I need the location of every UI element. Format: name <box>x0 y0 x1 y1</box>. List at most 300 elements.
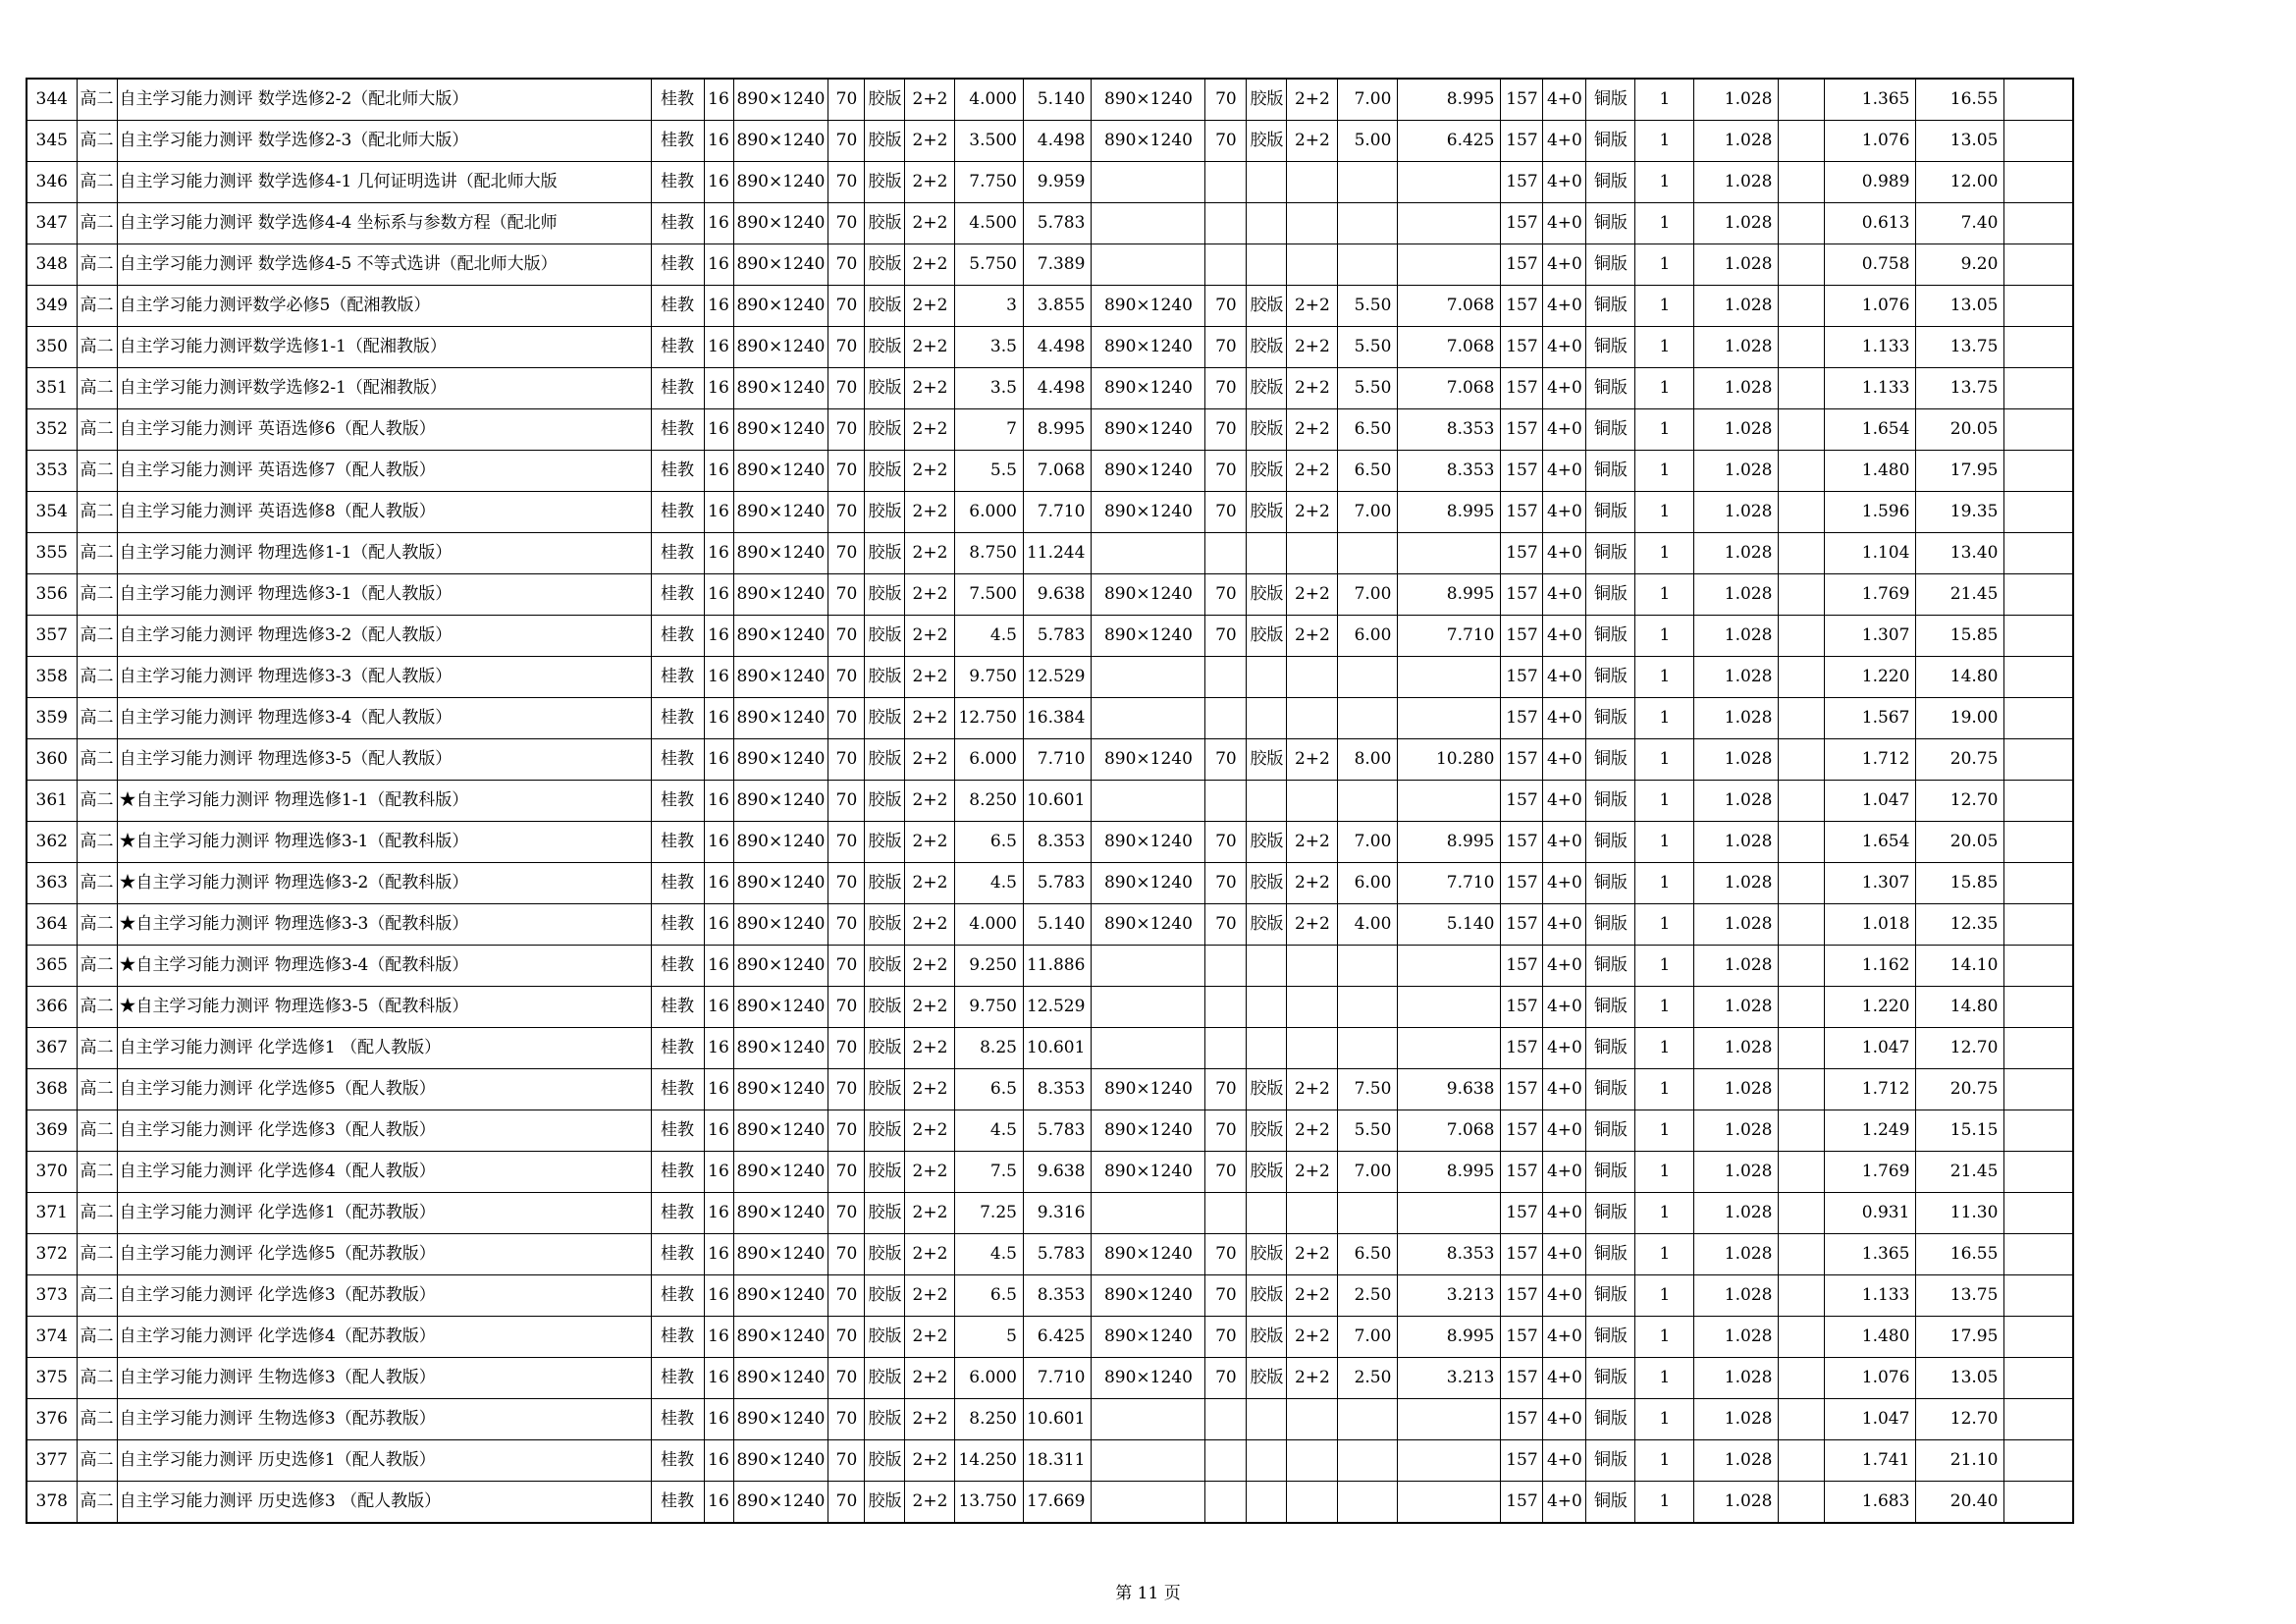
table-cell <box>2004 368 2073 409</box>
table-cell: 14.250 <box>955 1440 1023 1482</box>
table-cell <box>2004 1358 2073 1399</box>
table-cell: 铜版 <box>1586 1152 1635 1193</box>
table-cell: 16.384 <box>1023 698 1091 739</box>
table-cell: 高二 <box>77 451 117 492</box>
table-cell: 16 <box>704 1317 733 1358</box>
table-cell: 2+2 <box>1287 121 1338 162</box>
table-cell: 6.50 <box>1338 1234 1398 1275</box>
table-cell: 13.05 <box>1916 286 2004 327</box>
table-cell <box>1338 1440 1398 1482</box>
table-cell <box>2004 1234 2073 1275</box>
table-cell: 4+0 <box>1543 203 1586 244</box>
table-cell: 890×1240 <box>733 451 828 492</box>
table-cell <box>1779 1193 1825 1234</box>
table-cell: 70 <box>1205 863 1247 904</box>
table-cell: 70 <box>1205 327 1247 368</box>
table-cell: 桂教 <box>651 1152 704 1193</box>
table-cell: 2+2 <box>1287 739 1338 781</box>
table-cell: 4.5 <box>955 1110 1023 1152</box>
table-cell: 8.353 <box>1398 451 1501 492</box>
table-cell: 890×1240 <box>733 904 828 946</box>
table-cell: 4+0 <box>1543 1399 1586 1440</box>
table-row <box>27 1028 2073 1069</box>
table-cell: 1.047 <box>1825 1399 1916 1440</box>
table-cell: 胶版 <box>1247 616 1287 657</box>
table-cell: 铜版 <box>1586 822 1635 863</box>
table-cell: 890×1240 <box>1092 451 1205 492</box>
table-cell: 890×1240 <box>733 327 828 368</box>
table-cell <box>1247 1440 1287 1482</box>
table-cell: 2+2 <box>905 1152 955 1193</box>
table-cell: 1.028 <box>1694 409 1779 451</box>
table-cell: 桂教 <box>651 822 704 863</box>
table-cell: 1.028 <box>1694 244 1779 286</box>
table-cell: 高二 <box>77 1399 117 1440</box>
table-cell: 4+0 <box>1543 368 1586 409</box>
table-cell: 70 <box>1205 822 1247 863</box>
table-cell: 1.028 <box>1694 863 1779 904</box>
table-cell: 1 <box>1635 1317 1694 1358</box>
table-cell: 157 <box>1501 1110 1543 1152</box>
table-cell: 2+2 <box>905 574 955 616</box>
table-cell: 7.00 <box>1338 79 1398 121</box>
table-cell: 桂教 <box>651 574 704 616</box>
table-cell: 360 <box>27 739 77 781</box>
table-cell: 铜版 <box>1586 1399 1635 1440</box>
table-cell <box>1398 1399 1501 1440</box>
table-cell: 369 <box>27 1110 77 1152</box>
table-cell: 376 <box>27 1399 77 1440</box>
table-cell: 2+2 <box>905 616 955 657</box>
table-cell: 高二 <box>77 1317 117 1358</box>
table-cell <box>1287 1028 1338 1069</box>
table-cell: 16 <box>704 1193 733 1234</box>
table-cell: 157 <box>1501 739 1543 781</box>
table-cell: 1 <box>1635 203 1694 244</box>
table-cell: 7.710 <box>1023 1358 1091 1399</box>
table-cell: 自主学习能力测评 数学选修4-1 几何证明选讲（配北师大版 <box>117 162 651 203</box>
table-cell: 7.750 <box>955 162 1023 203</box>
table-cell: 高二 <box>77 1275 117 1317</box>
table-cell <box>1779 1152 1825 1193</box>
table-cell: 胶版 <box>865 1482 905 1524</box>
table-cell: 358 <box>27 657 77 698</box>
table-cell: 20.05 <box>1916 409 2004 451</box>
table-cell: 16 <box>704 451 733 492</box>
table-cell: 铜版 <box>1586 946 1635 987</box>
table-cell: 5.50 <box>1338 286 1398 327</box>
table-cell: 9.316 <box>1023 1193 1091 1234</box>
table-cell: 高二 <box>77 121 117 162</box>
table-cell: 胶版 <box>1247 822 1287 863</box>
table-cell: 890×1240 <box>733 79 828 121</box>
table-cell: 胶版 <box>1247 904 1287 946</box>
table-cell: 20.75 <box>1916 1069 2004 1110</box>
table-cell <box>1779 286 1825 327</box>
table-cell: 胶版 <box>1247 1069 1287 1110</box>
table-cell: 157 <box>1501 987 1543 1028</box>
table-cell: 胶版 <box>865 492 905 533</box>
table-cell: 12.00 <box>1916 162 2004 203</box>
table-cell: 20.05 <box>1916 822 2004 863</box>
table-cell <box>1247 244 1287 286</box>
table-cell: 2+2 <box>1287 1358 1338 1399</box>
table-cell: 7.00 <box>1338 574 1398 616</box>
table-cell: 1.365 <box>1825 79 1916 121</box>
table-cell: 70 <box>828 1234 865 1275</box>
table-cell: 9.638 <box>1023 574 1091 616</box>
table-cell: 1.028 <box>1694 1110 1779 1152</box>
table-cell: 4+0 <box>1543 987 1586 1028</box>
table-cell: 5.783 <box>1023 1234 1091 1275</box>
table-row <box>27 739 2073 781</box>
table-cell: 157 <box>1501 1028 1543 1069</box>
table-cell: 890×1240 <box>733 121 828 162</box>
table-cell: 8.995 <box>1398 79 1501 121</box>
table-cell: 16 <box>704 244 733 286</box>
table-cell: 3.213 <box>1398 1358 1501 1399</box>
table-cell: 胶版 <box>865 1110 905 1152</box>
table-cell: 157 <box>1501 492 1543 533</box>
table-cell: 0.989 <box>1825 162 1916 203</box>
table-cell: 70 <box>1205 1069 1247 1110</box>
table-cell: 铜版 <box>1586 1069 1635 1110</box>
table-cell: 3.213 <box>1398 1275 1501 1317</box>
table-cell: 157 <box>1501 863 1543 904</box>
table-cell: 7.710 <box>1023 739 1091 781</box>
table-cell <box>1287 1482 1338 1524</box>
table-cell: 890×1240 <box>733 657 828 698</box>
table-cell: 12.70 <box>1916 781 2004 822</box>
table-cell: 16 <box>704 616 733 657</box>
table-cell: 胶版 <box>865 1317 905 1358</box>
table-cell: 1.028 <box>1694 1440 1779 1482</box>
table-cell: 9.959 <box>1023 162 1091 203</box>
table-cell <box>2004 533 2073 574</box>
table-cell: 1.683 <box>1825 1482 1916 1524</box>
table-cell: 14.10 <box>1916 946 2004 987</box>
table-cell: 高二 <box>77 781 117 822</box>
table-cell: 0.931 <box>1825 1193 1916 1234</box>
table-cell: 7.00 <box>1338 822 1398 863</box>
table-cell: 8.353 <box>1023 822 1091 863</box>
table-cell: 4+0 <box>1543 657 1586 698</box>
table-cell: 胶版 <box>865 904 905 946</box>
table-cell: 8.995 <box>1023 409 1091 451</box>
table-cell: 890×1240 <box>1092 1358 1205 1399</box>
table-cell: 16 <box>704 946 733 987</box>
table-cell: 胶版 <box>865 863 905 904</box>
table-cell: 366 <box>27 987 77 1028</box>
table-cell <box>1287 1193 1338 1234</box>
table-cell: 1.028 <box>1694 79 1779 121</box>
table-cell: 4.498 <box>1023 121 1091 162</box>
table-cell: 890×1240 <box>1092 492 1205 533</box>
table-cell: 16 <box>704 327 733 368</box>
table-cell: 胶版 <box>865 286 905 327</box>
table-cell: 2+2 <box>905 79 955 121</box>
table-cell: 375 <box>27 1358 77 1399</box>
table-cell <box>2004 327 2073 368</box>
table-cell: 16 <box>704 987 733 1028</box>
table-cell: 桂教 <box>651 409 704 451</box>
table-cell <box>1338 987 1398 1028</box>
table-cell <box>1205 781 1247 822</box>
table-cell: 16 <box>704 1028 733 1069</box>
table-cell: 70 <box>828 1482 865 1524</box>
table-cell: 157 <box>1501 904 1543 946</box>
table-cell: 70 <box>828 1028 865 1069</box>
table-cell <box>2004 904 2073 946</box>
table-cell: 157 <box>1501 1399 1543 1440</box>
table-cell <box>1779 863 1825 904</box>
table-cell: 桂教 <box>651 533 704 574</box>
table-cell: 1 <box>1635 451 1694 492</box>
table-row <box>27 904 2073 946</box>
table-cell: 1.028 <box>1694 1152 1779 1193</box>
table-cell: 16 <box>704 739 733 781</box>
table-cell: 890×1240 <box>733 533 828 574</box>
table-cell: 1.133 <box>1825 368 1916 409</box>
table-cell: 157 <box>1501 451 1543 492</box>
table-cell: 890×1240 <box>1092 368 1205 409</box>
table-cell: 自主学习能力测评 化学选修1 （配人教版） <box>117 1028 651 1069</box>
table-cell: 胶版 <box>1247 79 1287 121</box>
table-cell: 1 <box>1635 987 1694 1028</box>
table-cell: 1.028 <box>1694 822 1779 863</box>
table-cell: 6.50 <box>1338 451 1398 492</box>
table-cell: 17.95 <box>1916 1317 2004 1358</box>
table-cell: 7.25 <box>955 1193 1023 1234</box>
table-cell: 胶版 <box>1247 451 1287 492</box>
table-cell: 1 <box>1635 121 1694 162</box>
table-cell: 1 <box>1635 1440 1694 1482</box>
table-cell: 1.028 <box>1694 1399 1779 1440</box>
table-cell <box>1205 203 1247 244</box>
table-cell: 5 <box>955 1317 1023 1358</box>
table-cell <box>2004 1069 2073 1110</box>
table-cell <box>1287 657 1338 698</box>
table-cell: 桂教 <box>651 1275 704 1317</box>
table-cell: 自主学习能力测评 物理选修1-1（配人教版） <box>117 533 651 574</box>
table-cell: 1 <box>1635 162 1694 203</box>
table-cell: 4.500 <box>955 203 1023 244</box>
table-cell: 1.018 <box>1825 904 1916 946</box>
table-cell: 70 <box>1205 616 1247 657</box>
table-cell: 1 <box>1635 1399 1694 1440</box>
table-cell: 70 <box>1205 1358 1247 1399</box>
table-cell: 7.068 <box>1398 368 1501 409</box>
table-cell <box>1779 946 1825 987</box>
table-cell: 890×1240 <box>1092 1234 1205 1275</box>
table-cell: 1.162 <box>1825 946 1916 987</box>
table-cell: 高二 <box>77 533 117 574</box>
table-cell: 16 <box>704 1440 733 1482</box>
table-cell: 1 <box>1635 327 1694 368</box>
table-cell: 8.250 <box>955 1399 1023 1440</box>
table-cell: 16 <box>704 121 733 162</box>
table-cell: 4+0 <box>1543 162 1586 203</box>
table-cell: 1.220 <box>1825 987 1916 1028</box>
table-cell: 70 <box>828 1399 865 1440</box>
table-cell: 2+2 <box>1287 574 1338 616</box>
table-cell <box>1779 1358 1825 1399</box>
table-cell: 胶版 <box>1247 1234 1287 1275</box>
table-cell: 桂教 <box>651 244 704 286</box>
table-cell: 13.750 <box>955 1482 1023 1524</box>
table-cell: 1.741 <box>1825 1440 1916 1482</box>
table-cell: 16 <box>704 781 733 822</box>
table-cell <box>1247 1482 1287 1524</box>
table-cell: 1.307 <box>1825 616 1916 657</box>
table-cell: 2+2 <box>905 1399 955 1440</box>
table-cell <box>2004 451 2073 492</box>
table-cell: 70 <box>1205 1234 1247 1275</box>
table-cell: 胶版 <box>865 822 905 863</box>
table-cell: 12.750 <box>955 698 1023 739</box>
table-cell: 高二 <box>77 492 117 533</box>
table-cell <box>1338 781 1398 822</box>
table-cell: 4+0 <box>1543 79 1586 121</box>
table-cell: 1 <box>1635 1358 1694 1399</box>
table-cell: 7.40 <box>1916 203 2004 244</box>
table-cell: 890×1240 <box>1092 121 1205 162</box>
table-cell: 胶版 <box>865 1358 905 1399</box>
table-cell: 自主学习能力测评 化学选修3（配苏教版） <box>117 1275 651 1317</box>
table-cell: 890×1240 <box>733 203 828 244</box>
table-cell: 胶版 <box>865 1399 905 1440</box>
table-cell: 1.028 <box>1694 1275 1779 1317</box>
table-cell: 桂教 <box>651 1317 704 1358</box>
table-cell: 桂教 <box>651 368 704 409</box>
table-cell: 16 <box>704 79 733 121</box>
table-row <box>27 1275 2073 1317</box>
table-cell: 157 <box>1501 1069 1543 1110</box>
table-cell <box>2004 657 2073 698</box>
table-cell: 自主学习能力测评 数学选修4-5 不等式选讲（配北师大版） <box>117 244 651 286</box>
table-cell: 1.028 <box>1694 451 1779 492</box>
table-cell: 铜版 <box>1586 1193 1635 1234</box>
table-cell: 16.55 <box>1916 1234 2004 1275</box>
table-row <box>27 203 2073 244</box>
table-cell: 7.50 <box>1338 1069 1398 1110</box>
table-cell: 4+0 <box>1543 574 1586 616</box>
table-row <box>27 286 2073 327</box>
table-cell: 2+2 <box>905 1358 955 1399</box>
table-cell: 胶版 <box>865 533 905 574</box>
table-cell: 890×1240 <box>1092 327 1205 368</box>
table-cell: 铜版 <box>1586 79 1635 121</box>
table-cell: 自主学习能力测评 英语选修8（配人教版） <box>117 492 651 533</box>
table-cell: 11.30 <box>1916 1193 2004 1234</box>
table-cell: 7.389 <box>1023 244 1091 286</box>
table-cell <box>1779 1399 1825 1440</box>
table-row <box>27 79 2073 121</box>
table-row <box>27 863 2073 904</box>
table-cell: 5.140 <box>1023 79 1091 121</box>
table-cell: 12.70 <box>1916 1028 2004 1069</box>
table-cell: 70 <box>1205 368 1247 409</box>
table-cell <box>1338 698 1398 739</box>
table-cell: 70 <box>828 368 865 409</box>
table-row <box>27 451 2073 492</box>
table-cell: 16.55 <box>1916 79 2004 121</box>
table-row <box>27 1358 2073 1399</box>
table-cell: 桂教 <box>651 1440 704 1482</box>
table-cell: 4+0 <box>1543 822 1586 863</box>
table-cell: 9.750 <box>955 657 1023 698</box>
table-cell: 高二 <box>77 79 117 121</box>
table-cell: 157 <box>1501 1193 1543 1234</box>
table-cell: 7.068 <box>1398 327 1501 368</box>
table-cell <box>1092 1399 1205 1440</box>
table-cell: 5.140 <box>1023 904 1091 946</box>
table-cell: 高二 <box>77 1193 117 1234</box>
table-cell: 高二 <box>77 1069 117 1110</box>
table-cell: 70 <box>828 121 865 162</box>
table-cell <box>2004 244 2073 286</box>
table-cell: 70 <box>1205 1152 1247 1193</box>
table-cell <box>2004 574 2073 616</box>
table-cell: 2+2 <box>905 368 955 409</box>
table-cell: 157 <box>1501 574 1543 616</box>
table-cell <box>1338 203 1398 244</box>
table-cell: 自主学习能力测评 化学选修5（配人教版） <box>117 1069 651 1110</box>
table-cell: 2+2 <box>1287 79 1338 121</box>
table-cell: 1 <box>1635 904 1694 946</box>
table-cell: 铜版 <box>1586 863 1635 904</box>
table-cell: 桂教 <box>651 327 704 368</box>
table-cell: 胶版 <box>865 409 905 451</box>
table-cell: 9.250 <box>955 946 1023 987</box>
table-cell: 自主学习能力测评数学必修5（配湘教版） <box>117 286 651 327</box>
table-cell: 自主学习能力测评 物理选修3-5（配人教版） <box>117 739 651 781</box>
table-cell: 胶版 <box>865 1440 905 1482</box>
table-cell: 1.307 <box>1825 863 1916 904</box>
table-cell: 高二 <box>77 1482 117 1524</box>
table-cell: 1.712 <box>1825 1069 1916 1110</box>
table-cell: 890×1240 <box>733 1193 828 1234</box>
table-cell: 2+2 <box>905 1482 955 1524</box>
table-cell: 4+0 <box>1543 946 1586 987</box>
table-cell: 349 <box>27 286 77 327</box>
table-cell: 0.613 <box>1825 203 1916 244</box>
table-cell <box>1779 616 1825 657</box>
table-cell: 1.028 <box>1694 286 1779 327</box>
table-cell: 桂教 <box>651 492 704 533</box>
table-cell: 350 <box>27 327 77 368</box>
table-cell: 胶版 <box>865 244 905 286</box>
table-cell: 2+2 <box>905 1234 955 1275</box>
table-cell: 5.00 <box>1338 121 1398 162</box>
table-cell: 890×1240 <box>733 1152 828 1193</box>
table-cell: 胶版 <box>1247 409 1287 451</box>
table-cell <box>1398 1482 1501 1524</box>
table-cell <box>2004 739 2073 781</box>
table-cell: 4+0 <box>1543 492 1586 533</box>
table-cell: 890×1240 <box>733 1440 828 1482</box>
table-cell: 自主学习能力测评 化学选修4（配苏教版） <box>117 1317 651 1358</box>
table-cell: 1.654 <box>1825 409 1916 451</box>
table-cell: 4+0 <box>1543 121 1586 162</box>
table-cell: 1.028 <box>1694 946 1779 987</box>
table-cell <box>1338 1482 1398 1524</box>
table-cell: 10.601 <box>1023 1399 1091 1440</box>
table-cell: 1.028 <box>1694 1482 1779 1524</box>
table-cell: 铜版 <box>1586 244 1635 286</box>
table-cell: 5.750 <box>955 244 1023 286</box>
table-cell: 胶版 <box>1247 739 1287 781</box>
